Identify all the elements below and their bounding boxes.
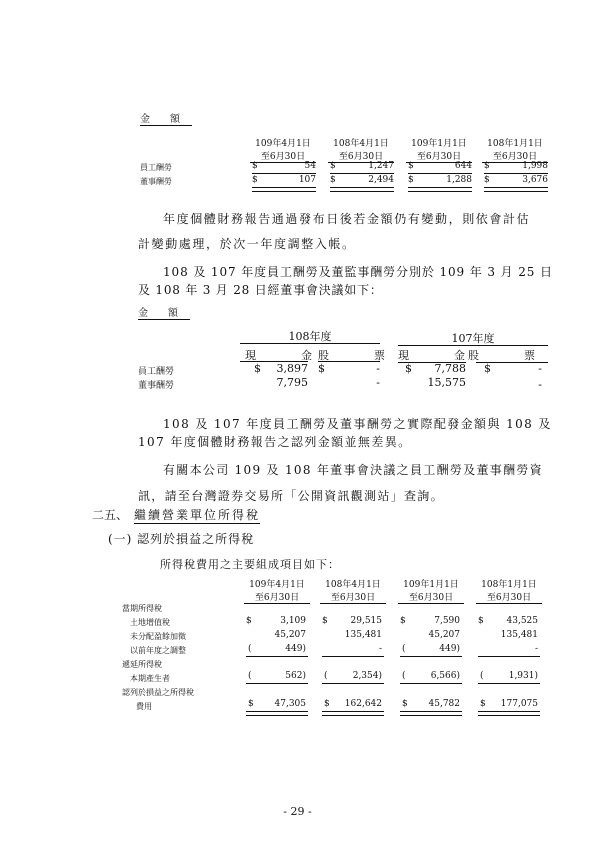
t1-col2-l2: 至6月30日: [328, 149, 394, 163]
subsection-title: (一) 認列於損益之所得稅: [108, 532, 255, 546]
t3-prior-c3: (: [402, 644, 406, 654]
t2-row1-v4: -: [538, 362, 542, 375]
para2-line2: 及 108 年 3 月 28 日經董事會決議如下：: [138, 283, 383, 297]
t3-prior-c1: (: [248, 644, 252, 654]
t3-land-c3: $: [400, 616, 406, 626]
t3-col2-l1: 108年4月1日: [325, 580, 381, 590]
t2-row1-c3: $: [405, 362, 412, 375]
t3-orig-v1: 562): [285, 671, 306, 681]
para3-line1: 108 及 107 年度員工酬勞及董事酬勞之實際配發金額與 108 及: [163, 417, 552, 431]
t3-prior-v2: -: [378, 644, 382, 654]
t3-total-c3: $: [402, 699, 408, 709]
t2-year2: 107年度: [451, 332, 495, 345]
t3-orig-c4: (: [480, 671, 484, 681]
t2-row2-v4: -: [538, 378, 542, 391]
para1-line2: 計變動處理，於次一年度調整入帳。: [138, 237, 356, 251]
t3-land-c2: $: [322, 616, 328, 626]
t2-row1-c1: $: [254, 362, 261, 375]
t3-label-deferred: 遞延所得稅: [122, 660, 162, 669]
t1-col3-l2: 至6月30日: [406, 149, 472, 163]
t2-year2-rule: [398, 345, 548, 346]
t2-row1-v2: -: [376, 362, 380, 375]
t1-row1-val1: 54: [304, 161, 316, 171]
t2-row2-v3: 15,575: [427, 376, 466, 389]
t3-land-v1: 3,109: [280, 616, 306, 626]
t1-row2-val1: 107: [298, 175, 316, 185]
t3-subtotal-rule: [400, 656, 462, 657]
t3-surtax-v3: 45,207: [428, 630, 460, 640]
t3-total-c4: $: [480, 699, 486, 709]
t3-subtotal-rule: [478, 656, 540, 657]
t3-deferred-rule: [322, 683, 384, 684]
t1-row1-label: 員工酬勞: [140, 163, 172, 172]
t1-heading: 金 額: [140, 110, 192, 126]
t1-row1-underline: [252, 173, 316, 174]
t1-col4-l1: 108年1月1日: [487, 139, 543, 149]
t2-h-stock-108: 股 票: [318, 349, 388, 362]
t2-h-cash-107: 現 金: [398, 349, 468, 362]
t1-total-double-underline: [330, 187, 394, 192]
t1-total-double-underline: [408, 187, 472, 192]
t3-land-v4: 43,525: [506, 616, 538, 626]
t1-col1-l1: 109年4月1日: [255, 139, 311, 149]
t3-prior-v1: 449): [285, 644, 306, 654]
t3-total-c2: $: [324, 699, 330, 709]
t3-col4-l2: 至6月30日: [476, 590, 542, 604]
t2-row2-v2: -: [376, 376, 380, 389]
t2-row1-v1: 3,897: [276, 362, 308, 375]
t3-orig-c2: (: [324, 671, 328, 681]
t3-prior-v3: 449): [439, 644, 460, 654]
t2-year1: 108年度: [288, 330, 332, 343]
t3-orig-v2: 2,354): [352, 671, 382, 681]
t2-row1-c2: $: [318, 362, 325, 375]
t2-year1-rule: [240, 343, 380, 344]
t3-surtax-v4: 135,481: [500, 630, 538, 640]
section-number: 二五、: [92, 508, 129, 522]
t1-row1-underline: [330, 173, 394, 174]
t3-land-v2: 29,515: [350, 616, 382, 626]
t2-row1-v3: 7,788: [434, 362, 466, 375]
t3-total-double-underline: [478, 711, 540, 716]
t3-total-double-underline: [400, 711, 462, 716]
t1-row2-label: 董事酬勞: [140, 177, 172, 186]
t2-h-stock-107: 股 票: [468, 349, 538, 362]
t1-row1-underline: [408, 173, 472, 174]
t3-orig-v4: 1,931): [508, 671, 538, 681]
t3-col3-l1: 109年1月1日: [403, 580, 459, 590]
t3-total-v1: 47,305: [274, 699, 306, 709]
t3-total-v4: 177,075: [500, 699, 538, 709]
intro-text: 所得稅費用之主要組成項目如下：: [160, 558, 340, 571]
t1-row2-val4: 3,676: [522, 175, 548, 185]
t1-col2-l1: 108年4月1日: [333, 139, 389, 149]
t3-label-expense: 費用: [136, 702, 152, 711]
t2-heading: 金 額: [138, 304, 190, 320]
t3-surtax-v1: 45,207: [274, 630, 306, 640]
t3-orig-v3: 6,566): [430, 671, 460, 681]
t1-row2-cur2: $: [330, 175, 336, 185]
t1-row1-cur4: $: [484, 161, 490, 171]
page-number: - 29 -: [283, 805, 312, 818]
t3-col4-header: [476, 577, 542, 604]
t1-row2-cur3: $: [408, 175, 414, 185]
t3-land-c4: $: [478, 616, 484, 626]
t3-total-double-underline: [322, 711, 384, 716]
t1-row2-val2: 2,494: [368, 175, 394, 185]
t1-col1-l2: 至6月30日: [250, 149, 316, 163]
t3-total-v2: 162,642: [344, 699, 382, 709]
t1-row1-cur1: $: [252, 161, 258, 171]
t1-row1-cur3: $: [408, 161, 414, 171]
t3-col1-header: [244, 577, 310, 604]
t2-row2-label: 董事酬勞: [138, 381, 175, 391]
t1-row2-val3: 1,288: [446, 175, 472, 185]
t2-row1-c4: $: [484, 362, 491, 375]
t3-land-v3: 7,590: [434, 616, 460, 626]
t1-row1-val2: 1,247: [368, 161, 394, 171]
t3-orig-c1: (: [248, 671, 252, 681]
t3-label-prior-adj: 以前年度之調整: [130, 646, 186, 655]
para3-line2: 107 年度個體財務報告之認列金額並無差異。: [138, 435, 412, 449]
t3-prior-v4: -: [534, 644, 538, 654]
t3-total-double-underline: [246, 711, 308, 716]
t1-row1-val3: 644: [454, 161, 472, 171]
t1-col3-l1: 109年1月1日: [411, 139, 467, 149]
t3-total-c1: $: [248, 699, 254, 709]
t1-row1-val4: 1,998: [522, 161, 548, 171]
t3-land-c1: $: [246, 616, 252, 626]
t3-label-surtax: 未分配盈餘加徵: [130, 632, 186, 641]
t3-col4-l1: 108年1月1日: [481, 580, 537, 590]
t1-row1-cur2: $: [330, 161, 336, 171]
t1-row1-underline: [484, 173, 548, 174]
section-title: 繼續營業單位所得稅: [134, 508, 261, 522]
t3-deferred-rule: [478, 683, 540, 684]
t1-col4-header: [482, 136, 548, 163]
t3-col3-header: [398, 577, 464, 604]
t3-col2-l2: 至6月30日: [320, 590, 386, 604]
t2-row1-label: 員工酬勞: [138, 367, 175, 377]
t1-col1-header: [250, 136, 316, 163]
t1-col3-header: [406, 136, 472, 163]
t3-col2-header: [320, 577, 386, 604]
para4-line1: 有關本公司 109 及 108 年董事會決議之員工酬勞及董事酬勞資: [163, 463, 543, 477]
t3-total-v3: 45,782: [428, 699, 460, 709]
para4-line2: 訊，請至台灣證券交易所「公開資訊觀測站」查詢。: [138, 489, 444, 503]
t3-surtax-v2: 135,481: [344, 630, 382, 640]
t3-label-recognized: 認列於損益之所得稅: [122, 688, 194, 697]
t1-total-double-underline: [252, 187, 316, 192]
t3-col1-l2: 至6月30日: [244, 590, 310, 604]
t3-orig-c3: (: [402, 671, 406, 681]
para2-line1: 108 及 107 年度員工酬勞及董監事酬勞分別於 109 年 3 月 25 日: [163, 265, 553, 279]
t3-deferred-rule: [246, 683, 308, 684]
t1-total-double-underline: [484, 187, 548, 192]
t3-label-originated: 本期產生者: [130, 674, 170, 683]
t1-col2-header: [328, 136, 394, 163]
para1-line1: 年度個體財務報告通過發布日後若金額仍有變動，則依會計估: [163, 212, 531, 226]
t3-subtotal-rule: [246, 656, 308, 657]
t3-label-land-tax: 土地增值稅: [130, 618, 170, 627]
t3-col3-l2: 至6月30日: [398, 590, 464, 604]
t2-h-cash-108: 現 金: [245, 349, 315, 362]
t1-row2-cur1: $: [252, 175, 258, 185]
t2-row2-v1: 7,795: [276, 376, 308, 389]
t3-col1-l1: 109年4月1日: [249, 580, 305, 590]
t1-col4-l2: 至6月30日: [482, 149, 548, 163]
t1-row2-cur4: $: [484, 175, 490, 185]
t3-subtotal-rule: [322, 656, 384, 657]
t3-deferred-rule: [400, 683, 462, 684]
t3-label-current-tax: 當期所得稅: [122, 604, 162, 613]
